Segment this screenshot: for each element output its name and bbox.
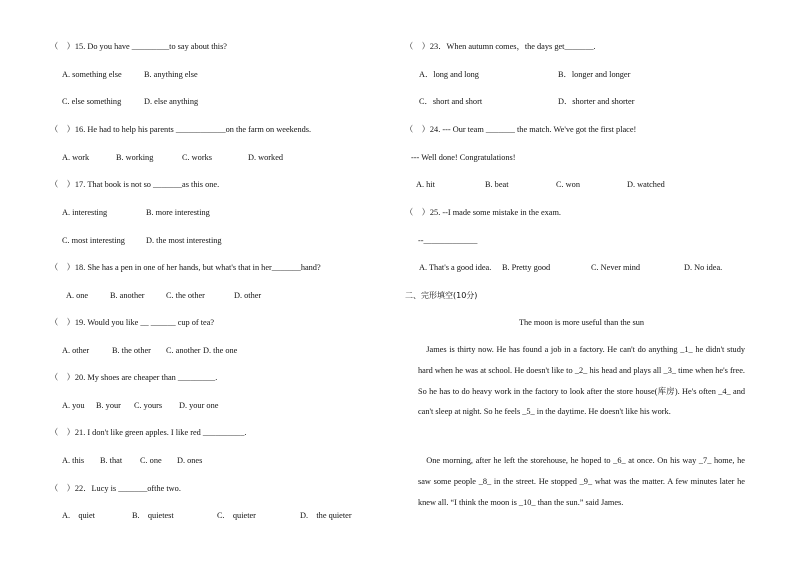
option-b[interactable]: B. another	[110, 291, 145, 300]
option-d[interactable]: D．shorter and shorter	[558, 97, 635, 106]
option-a[interactable]: A. something else	[62, 70, 122, 79]
option-a[interactable]: A．long and long	[419, 70, 479, 79]
option-c[interactable]: C. another	[166, 346, 201, 355]
passage-title: The moon is more useful than the sun	[518, 318, 645, 327]
option-b[interactable]: B. the other	[112, 346, 151, 355]
option-a[interactable]: A. you	[62, 401, 85, 410]
option-d[interactable]: D. your one	[179, 401, 219, 410]
option-b[interactable]: B. your	[96, 401, 121, 410]
section-title: 二、完形填空(10分)	[405, 291, 478, 300]
option-b[interactable]: B. more interesting	[146, 208, 210, 217]
option-d[interactable]: D. the most interesting	[146, 236, 222, 245]
option-d[interactable]: D. the quieter	[300, 511, 352, 520]
option-c[interactable]: C. quieter	[217, 511, 256, 520]
question-20-stem: （ ）20. My shoes are cheaper than _________.	[50, 373, 218, 382]
option-a[interactable]: A. That's a good idea.	[419, 263, 492, 272]
option-a[interactable]: A. quiet	[62, 511, 95, 520]
passage-paragraph-1: James is thirty now. He has found a job in a factory. He can't do anything _1_ he didn't study hard when he was at school. He doesn't like to _2_ his head and plays all _3_ time when he's free. So he has to do heavy work in the factory to look after the store house(库房). He's often _4_ and can't sleep at night. So he feels _5_ in the daytime. He doesn't like his work.	[418, 345, 745, 417]
question-16-stem: （ ）16. He had to help his parents ____________on the farm on weekends.	[50, 125, 312, 134]
option-a[interactable]: A. other	[62, 346, 90, 355]
option-a[interactable]: A. interesting	[62, 208, 108, 217]
option-b[interactable]: B. anything else	[144, 70, 198, 79]
option-b[interactable]: B．longer and longer	[558, 70, 631, 79]
option-d[interactable]: D. other	[234, 291, 262, 300]
option-c[interactable]: C. yours	[134, 401, 163, 410]
question-25-stem: （ ）25. --I made some mistake in the exam.	[405, 208, 561, 217]
option-d[interactable]: D. worked	[248, 153, 284, 162]
option-d[interactable]: D. else anything	[144, 97, 199, 106]
option-b[interactable]: B. working	[116, 153, 154, 162]
option-c[interactable]: C. won	[556, 180, 580, 189]
option-a[interactable]: A. one	[66, 291, 89, 300]
option-c[interactable]: C. one	[140, 456, 162, 465]
question-19-stem: （ ）19. Would you like __ ______ cup of tea?	[50, 318, 215, 327]
option-c[interactable]: C. most interesting	[62, 236, 125, 245]
question-23-stem: （ ）23．When autumn comes，the days get_______.	[405, 42, 596, 51]
option-a[interactable]: A. work	[62, 153, 90, 162]
option-a[interactable]: A. hit	[416, 180, 435, 189]
option-c[interactable]: C．short and short	[419, 97, 483, 106]
option-c[interactable]: C. else something	[62, 97, 122, 106]
question-15-stem: （ ）15. Do you have _________to say about this?	[50, 42, 227, 51]
question-18-stem: （ ）18. She has a pen in one of her hands, but what's that in her_______hand?	[50, 263, 321, 272]
option-c[interactable]: C. the other	[166, 291, 205, 300]
option-d[interactable]: D. the one	[203, 346, 238, 355]
option-a[interactable]: A. this	[62, 456, 85, 465]
question-24-reply: --- Well done! Congratulations!	[411, 153, 516, 162]
option-d[interactable]: D. No idea.	[684, 263, 723, 272]
passage-paragraph-2: One morning, after he left the storehouse, he hoped to _6_ at once. On his way _7_ home, he saw some people _8_ in the street. He stopped _9_ what was the matter. A few minutes later he knew all. “I think the moon is _10_ than the sun.” said James.	[418, 456, 745, 507]
option-c[interactable]: C. Never mind	[591, 263, 641, 272]
option-d[interactable]: D. watched	[627, 180, 665, 189]
option-b[interactable]: B. that	[100, 456, 123, 465]
option-c[interactable]: C. works	[182, 153, 212, 162]
option-b[interactable]: B. quietest	[132, 511, 174, 520]
option-b[interactable]: B. beat	[485, 180, 509, 189]
question-22-stem: （ ）22．Lucy is _______ofthe two.	[50, 484, 181, 493]
option-d[interactable]: D. ones	[177, 456, 203, 465]
question-24-stem: （ ）24. --- Our team _______ the match. We've got the first place!	[405, 125, 637, 134]
question-25-reply-blank: --_____________	[418, 236, 478, 245]
question-21-stem: （ ）21. I don't like green apples. I like red __________.	[50, 428, 247, 437]
option-b[interactable]: B. Pretty good	[502, 263, 551, 272]
question-17-stem: （ ）17. That book is not so _______as this one.	[50, 180, 220, 189]
